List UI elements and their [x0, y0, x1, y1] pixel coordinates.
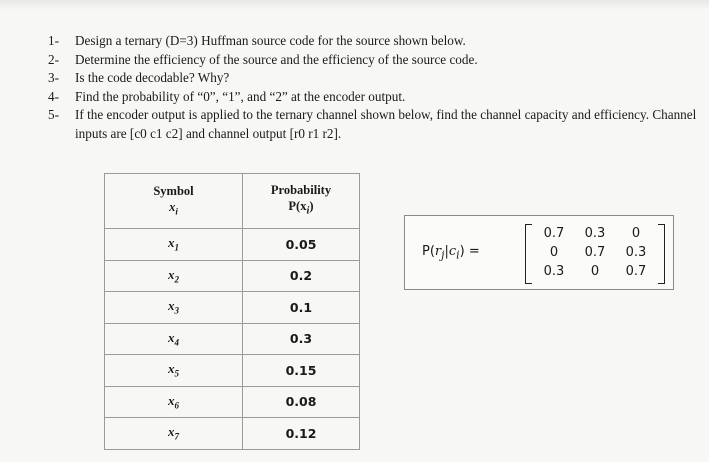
question-item	[48, 32, 708, 51]
question-number: 1-	[48, 33, 59, 48]
channel-matrix-box	[404, 215, 674, 290]
matrix-right-bracket	[658, 224, 665, 284]
table-row	[105, 386, 360, 418]
matrix-cell: 0.7	[543, 226, 565, 241]
matrix-cell: 0	[631, 226, 641, 241]
table-row	[105, 229, 360, 261]
symbol-cell: $x_1$	[105, 229, 243, 261]
symbol-header	[105, 174, 243, 229]
question-text: Design a ternary (D=3) Huffman source code for the source shown below.	[75, 33, 466, 48]
top-strip	[0, 0, 709, 10]
symbol-cell: $x_6$	[105, 386, 243, 418]
table-header-row	[105, 174, 360, 229]
matrix-cell: 0.3	[543, 264, 565, 279]
question-text: Determine the efficiency of the source and the efficiency of the source code.	[75, 51, 478, 67]
question-list	[48, 32, 708, 144]
probability-header-label: Probability	[270, 183, 332, 198]
symbol-header-label: Symbol	[153, 183, 194, 198]
question-item	[48, 88, 708, 107]
matrix-cell: 0.7	[625, 264, 647, 279]
matrix-left-bracket	[525, 224, 532, 284]
table-row	[105, 355, 360, 387]
question-item	[48, 69, 708, 88]
question-text: If the encoder output is applied to the ternary channel shown below, find the channel capacity and efficiency. Channel inputs are [c0 c1 c2] and channel output [r0 r1 r2].	[75, 107, 697, 141]
matrix-cell: 0.3	[625, 245, 647, 260]
table-row	[105, 260, 360, 292]
question-number: 2-	[48, 51, 59, 67]
probability-cell: 0.12	[243, 418, 360, 450]
probability-table	[104, 173, 360, 450]
symbol-header-variable: $x_i$	[169, 199, 178, 217]
matrix-cell: 0.3	[584, 226, 606, 241]
probability-cell: 0.1	[243, 292, 360, 324]
matrix-cell: 0.7	[584, 245, 606, 260]
matrix-cell: 0	[590, 264, 600, 279]
symbol-cell: $x_3$	[105, 292, 243, 324]
symbol-cell: $x_7$	[105, 418, 243, 450]
question-item	[48, 51, 708, 70]
probability-cell: 0.08	[243, 386, 360, 418]
table-row	[105, 323, 360, 355]
question-number: 4-	[48, 88, 59, 104]
table-row	[105, 292, 360, 324]
symbol-cell: $x_5$	[105, 355, 243, 387]
question-text: Find the probability of “0”, “1”, and “2” at the encoder output.	[75, 88, 406, 104]
probability-cell: 0.05	[243, 229, 360, 261]
question-number: 5-	[48, 107, 59, 123]
probability-header	[243, 174, 360, 229]
transition-matrix	[525, 222, 665, 284]
probability-cell: 0.2	[243, 260, 360, 292]
channel-matrix-label: $P(r_j|c_i)$ =	[422, 244, 480, 262]
matrix-cell: 0	[549, 245, 559, 260]
probability-cell: 0.15	[243, 355, 360, 387]
question-item	[48, 106, 708, 143]
question-text: Is the code decodable? Why?	[75, 70, 230, 86]
matrix-grid	[534, 224, 656, 281]
table-row	[105, 418, 360, 450]
probability-cell: 0.3	[243, 323, 360, 355]
question-number: 3-	[48, 70, 59, 86]
symbol-cell: $x_4$	[105, 323, 243, 355]
probability-header-expression: $P(x_i)$	[288, 199, 314, 217]
symbol-cell: $x_2$	[105, 260, 243, 292]
